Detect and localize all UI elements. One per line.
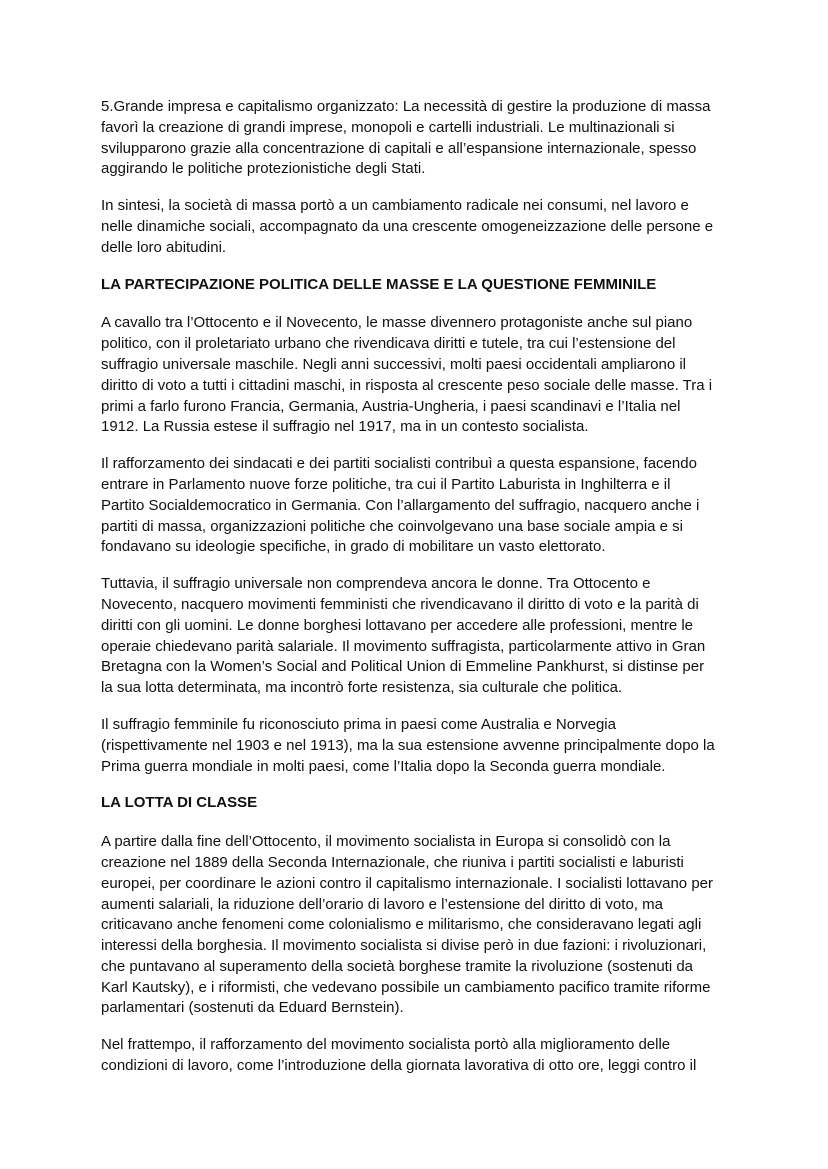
text-line: LA LOTTA DI CLASSE [101, 794, 258, 812]
text-line: entrare in Parlamento nuove forze politiche, tra cui il Partito Laburista in Inghilterra e il [101, 475, 671, 493]
text-line: europei, per coordinare le azioni contro il capitalismo internazionale. I socialisti lottavano per [101, 874, 713, 892]
section-heading [101, 275, 741, 296]
text-line: 1912. La Russia estese il suffragio nel 1917, ma in un contesto socialista. [101, 418, 589, 436]
text-line: A partire dalla fine dell’Ottocento, il movimento socialista in Europa si consolidò con la [101, 833, 671, 851]
text-line: delle loro abitudini. [101, 238, 227, 256]
section-heading [101, 793, 741, 814]
text-line: Il suffragio femminile fu riconosciuto prima in paesi come Australia e Norvegia [101, 715, 616, 733]
text-line: criticavano anche fenomeni come colonialismo e militarismo, che consideravano legati agli [101, 916, 702, 934]
text-line: primi a farlo furono Francia, Germania, Austria-Ungheria, i paesi scandinavi e l’Italia nel [101, 397, 681, 415]
text-line: (rispettivamente nel 1903 e nel 1913), ma la sua estensione avvenne principalmente dopo la [101, 736, 715, 754]
text-line: Bretagna con la Women’s Social and Political Union di Emmeline Pankhurst, si distinse per [101, 658, 705, 676]
paragraph [101, 313, 741, 438]
text-line: condizioni di lavoro, come l’introduzione della giornata lavorativa di otto ore, leggi contro il [101, 1057, 697, 1075]
text-line: diritti con gli uomini. Le donne borghesi lottavano per accedere alle professioni, mentre le [101, 616, 694, 634]
text-line: Partito Socialdemocratico in Germania. Con l’allargamento del suffragio, nacquero anche i [101, 496, 700, 514]
text-line: partiti di massa, organizzazioni politiche che coinvolgevano una base sociale ampia e si [101, 517, 683, 535]
text-line: la sua lotta determinata, ma incontrò forte resistenza, sia culturale che politica. [101, 679, 623, 697]
paragraph [101, 454, 741, 558]
paragraph [101, 715, 741, 777]
text-line: Tuttavia, il suffragio universale non comprendeva ancora le donne. Tra Ottocento e [101, 575, 651, 593]
text-line: interessi della borghesia. Il movimento socialista si divise però in due fazioni: i rivoluzionari, [101, 937, 707, 955]
text-line: Il rafforzamento dei sindacati e dei partiti socialisti contribuì a questa espansione, facendo [101, 455, 697, 473]
text-line: aumenti salariali, la riduzione dell’orario di lavoro e l’estensione del diritto di voto, ma [101, 895, 663, 913]
text-line: Novecento, nacquero movimenti femministi che rivendicavano il diritto di voto e la parità di [101, 595, 699, 613]
text-line: diritto di voto a tutti i cittadini maschi, in risposta al crescente peso sociale delle masse. Tra i [101, 376, 713, 394]
text-line: suffragio universale maschile. Negli anni successivi, molti paesi occidentali ampliarono il [101, 355, 686, 373]
text-line: politico, con il proletariato urbano che rivendicava diritti e tutele, tra cui l’estensione del [101, 335, 676, 353]
text-line: 5.Grande impresa e capitalismo organizzato: La necessità di gestire la produzione di massa [101, 98, 711, 115]
text-line: nelle dinamiche sociali, accompagnato da una crescente omogeneizzazione delle persone e [101, 217, 714, 235]
text-line: favorì la creazione di grandi imprese, monopoli e cartelli industriali. Le multinazionali si [101, 118, 675, 136]
text-line: LA PARTECIPAZIONE POLITICA DELLE MASSE E LA QUESTIONE FEMMINILE [101, 275, 657, 293]
text-line: operaie chiedevano parità salariale. Il movimento suffragista, particolarmente attivo in Gran [101, 637, 706, 655]
text-line: Karl Kautsky), e i riformisti, che vedevano possibile un cambiamento pacifico tramite riforme [101, 978, 711, 996]
text-line: che puntavano al superamento della società borghese tramite la rivoluzione (sostenuti da [101, 957, 694, 975]
text-line: creazione nel 1889 della Seconda Internazionale, che riuniva i partiti socialisti e laburisti [101, 853, 684, 871]
paragraph [101, 196, 741, 258]
paragraph [101, 574, 741, 699]
text-line: parlamentari (sostenuti da Eduard Bernstein). [101, 999, 404, 1017]
text-line: fondavano su ideologie specifiche, in grado di mobilitare un vasto elettorato. [101, 538, 606, 556]
text-line: Prima guerra mondiale in molti paesi, come l’Italia dopo la Seconda guerra mondiale. [101, 757, 666, 775]
paragraph [101, 1035, 741, 1077]
paragraph [101, 97, 741, 180]
document-page [101, 97, 741, 1093]
text-line: Nel frattempo, il rafforzamento del movimento socialista portò alla miglioramento delle [101, 1036, 671, 1054]
paragraph [101, 832, 741, 1019]
text-line: A cavallo tra l’Ottocento e il Novecento, le masse divennero protagoniste anche sul piano [101, 314, 693, 332]
text-line: svilupparono grazie alla concentrazione di capitali e all’espansione internazionale, spesso [101, 139, 697, 157]
text-line: In sintesi, la società di massa portò a un cambiamento radicale nei consumi, nel lavoro e [101, 197, 689, 215]
text-line: aggirando le politiche protezionistiche degli Stati. [101, 160, 426, 178]
